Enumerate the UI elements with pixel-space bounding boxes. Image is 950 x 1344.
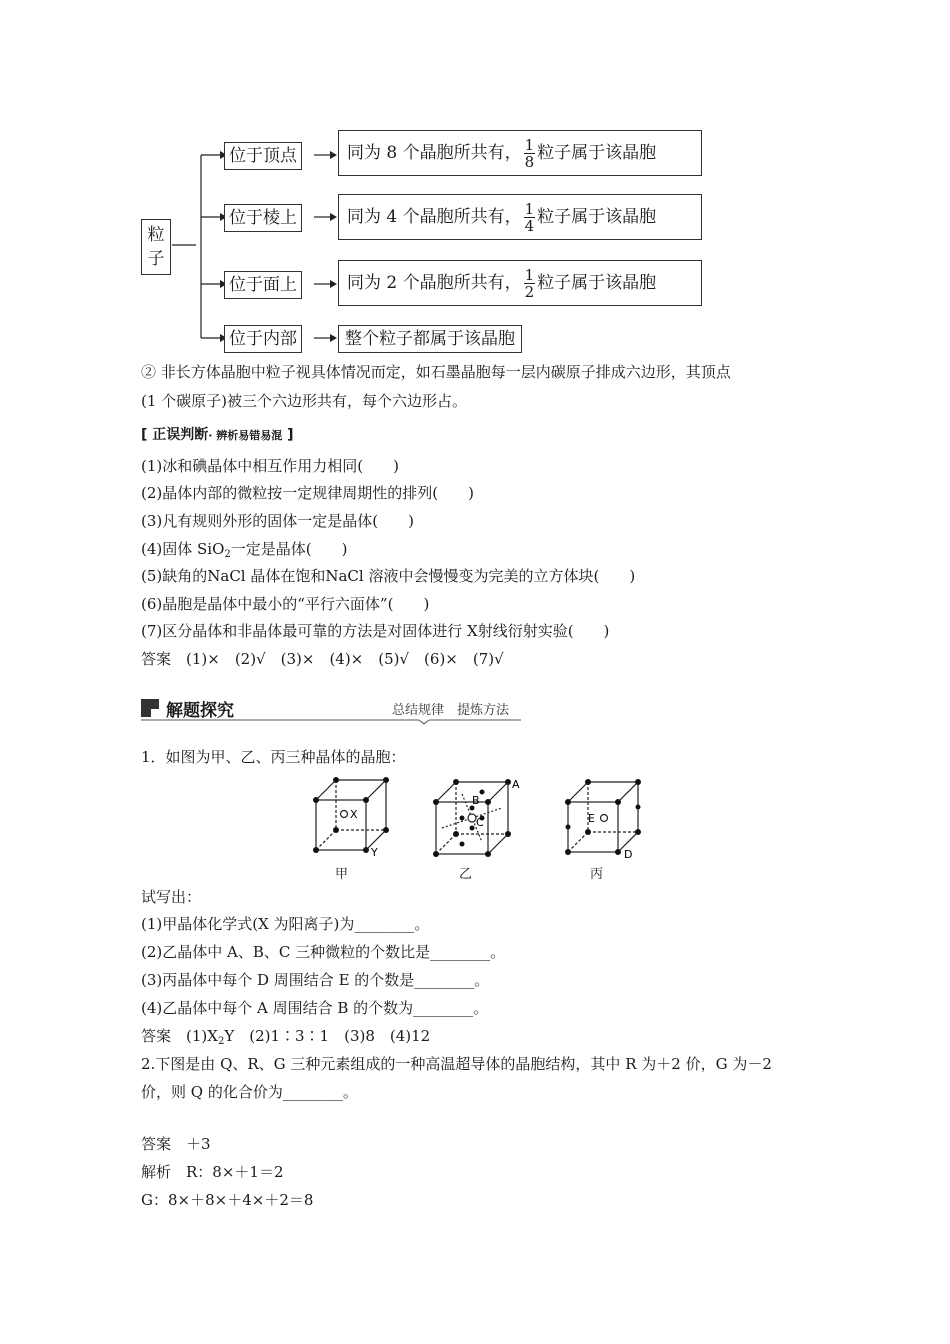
position-vertex-box [224, 142, 302, 170]
label-c: C [476, 816, 484, 829]
label-b: B [472, 794, 480, 807]
frac-den: 4 [524, 216, 535, 235]
frac-num: 1 [524, 265, 535, 284]
q2-line-2: 价，则 Q 的化合价为________。 [141, 1083, 358, 1101]
q1-answer-post: Y (2)1∶3∶1 (3)8 (4)12 [224, 1027, 431, 1045]
desc-interior-box [338, 325, 522, 353]
desc-vertex-fraction [524, 137, 536, 170]
label-d: D [624, 848, 633, 858]
caption-yi: 乙 [459, 867, 473, 882]
judge-item-4-pre: (4)固体 SiO [141, 540, 225, 558]
note-line-2: (1 个碳原子)被三个六边形共有，每个六边形占。 [141, 392, 468, 410]
position-edge-box [224, 204, 302, 232]
desc-edge-prefix: 同为 4 个晶胞所共有， [347, 207, 522, 227]
q1-part-3: (3)丙晶体中每个 D 周围结合 E 的个数是________。 [141, 971, 490, 989]
desc-interior-text: 整个粒子都属于该晶胞 [345, 329, 515, 349]
section-underline [141, 718, 521, 726]
bracket-right: ] [287, 427, 294, 443]
bracket-left: [ [141, 427, 148, 443]
q2-analysis-2: G：8×＋8×＋4×＋2＝8 [141, 1191, 314, 1209]
judge-header-main: 正误判断 [152, 427, 209, 443]
section-title: 解题探究 [166, 701, 234, 721]
cell-figure-yi [426, 774, 522, 858]
q1-part-1: (1)甲晶体化学式(X 为阳离子)为________。 [141, 915, 430, 933]
q1-stem: 1．如图为甲、乙、丙三种晶体的晶胞： [141, 748, 406, 766]
judge-item-4 [141, 538, 347, 560]
caption-jia: 甲 [335, 867, 349, 882]
q1-answer-sub: 2 [217, 1036, 225, 1047]
desc-face-suffix: 粒子属于该晶胞 [537, 273, 657, 293]
q1-part-4: (4)乙晶体中每个 A 周围结合 B 的个数为________。 [141, 999, 489, 1017]
judge-item-6: (6)晶胞是晶体中最小的“平行六面体”( ) [141, 595, 430, 613]
position-interior-label: 位于内部 [229, 329, 297, 349]
note-line-1: ② 非长方体晶胞中粒子视具体情况而定，如石墨晶胞每一层内碳原子排成六边形，其顶点 [141, 363, 731, 381]
judge-item-1: (1)冰和碘晶体中相互作用力相同( ) [141, 457, 399, 475]
judge-item-2: (2)晶体内部的微粒按一定规律周期性的排列( ) [141, 484, 474, 502]
label-y: Y [371, 846, 378, 856]
desc-edge-fraction [524, 201, 536, 234]
root-label: 粒子 [147, 225, 165, 269]
label-x: X [350, 808, 358, 821]
label-e: E [588, 812, 595, 825]
desc-vertex-suffix: 粒子属于该晶胞 [537, 143, 657, 163]
q2-answer: 答案 ＋3 [141, 1135, 211, 1153]
q1-intro: 试写出： [141, 888, 202, 906]
position-vertex-label: 位于顶点 [229, 146, 297, 166]
cell-figure-bing [560, 774, 646, 858]
q1-answer [141, 1025, 430, 1047]
position-face-label: 位于面上 [229, 275, 297, 295]
root-label-box [141, 219, 171, 275]
desc-face-prefix: 同为 2 个晶胞所共有， [347, 273, 522, 293]
desc-face-box [338, 260, 702, 306]
q2-analysis-1: 解析 R：8×＋1＝2 [141, 1163, 284, 1181]
judge-header [141, 424, 294, 444]
judge-item-4-sub: 2 [224, 549, 231, 560]
section-square-notch [151, 709, 159, 717]
section-subtitle: 总结规律 提炼方法 [392, 703, 510, 718]
q2-line-1: 2.下图是由 Q、R、G 三种元素组成的一种高温超导体的晶胞结构，其中 R 为＋2 价，G 为－2 [141, 1055, 772, 1073]
q1-part-2: (2)乙晶体中 A、B、C 三种微粒的个数比是________。 [141, 943, 506, 961]
diagram-connectors [0, 0, 950, 360]
frac-num: 1 [524, 135, 535, 154]
judge-item-7: (7)区分晶体和非晶体最可靠的方法是对固体进行 X射线衍射实验( ) [141, 622, 610, 640]
cell-figure-jia [308, 774, 398, 856]
frac-den: 2 [524, 282, 535, 301]
judge-item-3: (3)凡有规则外形的固体一定是晶体( ) [141, 512, 414, 530]
desc-edge-box [338, 194, 702, 240]
caption-bing: 丙 [590, 867, 604, 882]
desc-vertex-box [338, 130, 702, 176]
judge-item-5: (5)缺角的NaCl 晶体在饱和NaCl 溶液中会慢慢变为完美的立方体块( ) [141, 567, 636, 585]
judge-header-sub: · 辨析易错易混 [208, 429, 283, 442]
frac-den: 8 [524, 152, 535, 171]
judge-item-4-post: 一定是晶体( ) [230, 540, 348, 558]
label-a: A [512, 778, 520, 791]
desc-face-fraction [524, 267, 536, 300]
frac-num: 1 [524, 199, 535, 218]
position-edge-label: 位于棱上 [229, 208, 297, 228]
position-interior-box [224, 325, 302, 353]
judge-answer: 答案 (1)× (2)√ (3)× (4)× (5)√ (6)× (7)√ [141, 650, 504, 668]
desc-vertex-prefix: 同为 8 个晶胞所共有， [347, 143, 522, 163]
position-face-box [224, 271, 302, 299]
desc-edge-suffix: 粒子属于该晶胞 [537, 207, 657, 227]
q1-answer-pre: 答案 (1)X [141, 1027, 218, 1045]
